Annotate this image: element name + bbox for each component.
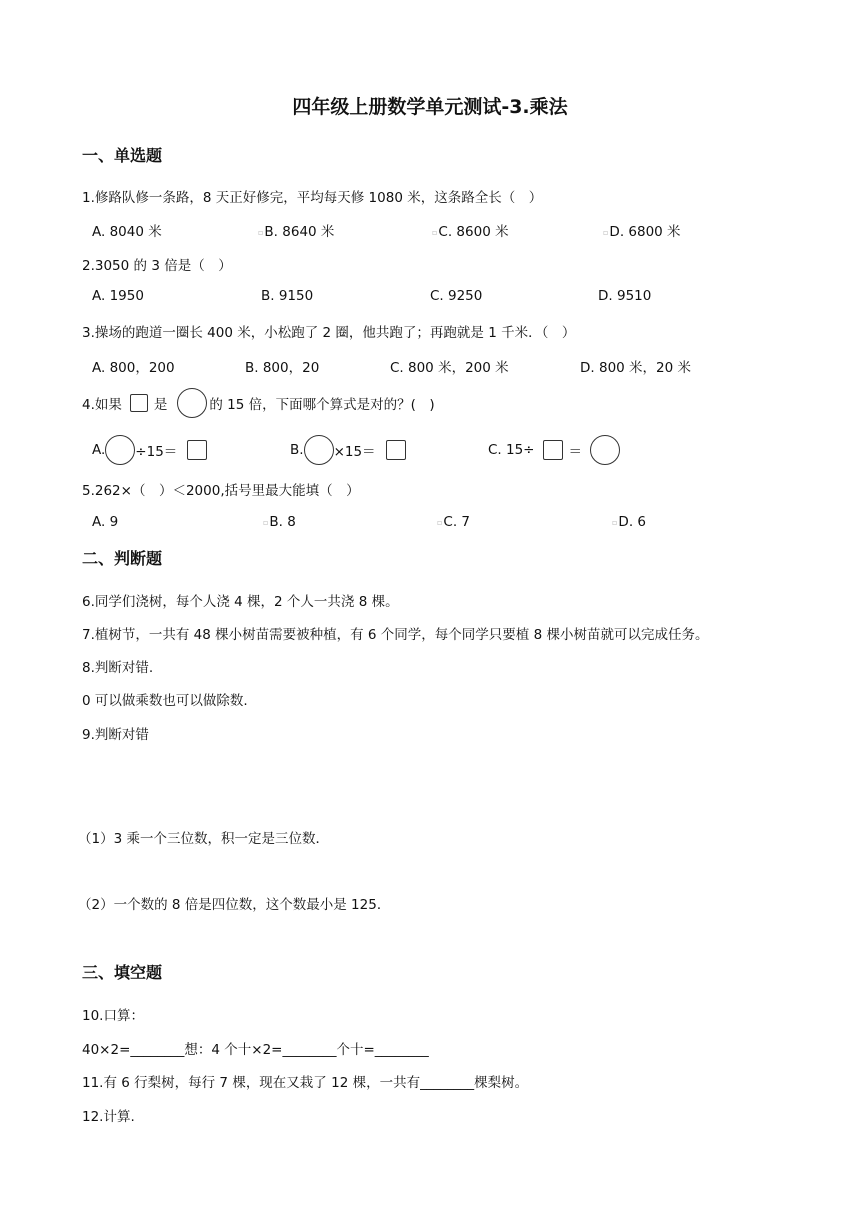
question-7: 7.植树节，一共有 48 棵小树苗需要被种植，有 6 个同学，每个同学只要植 8 棵小树苗就可以完成任务。 (82, 627, 709, 643)
question-8-statement: 0 可以做乘数也可以做除数. (82, 693, 248, 709)
q4-option-b[interactable]: B. ×15＝ (290, 434, 406, 466)
question-11: 11.有 6 行梨树，每行 7 棵，现在又栽了 12 棵，一共有________棵梨树。 (82, 1075, 529, 1091)
option-marker: ▫ (263, 518, 269, 527)
q4-prefix: 4.如果 (82, 397, 122, 413)
q1-option-c[interactable]: ▫C. 8600 米 (432, 224, 509, 240)
option-marker: ▫ (603, 228, 609, 237)
q1-option-d[interactable]: ▫D. 6800 米 (603, 224, 681, 240)
square-box-icon (386, 440, 406, 460)
q5-option-b[interactable]: ▫B. 8 (263, 514, 296, 530)
page-title: 四年级上册数学单元测试-3.乘法 (292, 96, 568, 118)
square-box-icon (543, 440, 563, 460)
q2-option-c[interactable]: C. 9250 (430, 288, 483, 304)
q3-option-c[interactable]: C. 800 米，200 米 (390, 360, 509, 376)
section-heading-single-choice: 一、单选题 (82, 146, 163, 165)
question-9-part-1: （1）3 乘一个三位数，积一定是三位数． (78, 831, 329, 847)
section-heading-true-false: 二、判断题 (82, 549, 163, 568)
q4-suffix: 的 15 倍，下面哪个算式是对的？( ) (209, 397, 435, 413)
square-box-icon (187, 440, 207, 460)
q4-option-c[interactable]: C. 15÷ ＝ (488, 434, 620, 466)
question-8: 8.判断对错. (82, 660, 154, 676)
question-3: 3.操场的跑道一圈长 400 米，小松跑了 2 圈，他共跑了；再跑就是 1 千米．（ ） (82, 325, 576, 341)
question-6: 6.同学们浇树，每个人浇 4 棵，2 个人一共浇 8 棵。 (82, 594, 399, 610)
circle-icon (590, 435, 620, 465)
q5-option-d[interactable]: ▫D. 6 (612, 514, 646, 530)
q3-option-a[interactable]: A. 800，200 (92, 360, 175, 376)
q5-option-c[interactable]: ▫C. 7 (437, 514, 471, 530)
section-heading-fill-blank: 三、填空题 (82, 963, 163, 982)
question-10-line: 40×2=________想：4 个十×2=________个十=________ (82, 1042, 429, 1058)
option-marker: ▫ (437, 518, 443, 527)
q2-option-a[interactable]: A. 1950 (92, 288, 144, 304)
q4-mid: 是 (153, 397, 168, 413)
q1-option-a[interactable]: A. 8040 米 (92, 224, 162, 240)
q1-option-b[interactable]: ▫B. 8640 米 (258, 224, 335, 240)
option-marker: ▫ (258, 228, 264, 237)
question-5: 5.262×（ ）＜2000,括号里最大能填（ ） (82, 483, 360, 499)
q5-option-a[interactable]: A. 9 (92, 514, 119, 530)
q3-option-b[interactable]: B. 800，20 (245, 360, 320, 376)
question-9-part-2: （2）一个数的 8 倍是四位数，这个数最小是 125． (78, 897, 391, 913)
q3-option-d[interactable]: D. 800 米，20 米 (580, 360, 692, 376)
question-12: 12.计算. (82, 1109, 135, 1125)
circle-icon (105, 435, 135, 465)
circle-icon (177, 388, 207, 418)
option-marker: ▫ (612, 518, 618, 527)
question-10: 10.口算： (82, 1008, 144, 1024)
question-2: 2.3050 的 3 倍是（ ） (82, 258, 232, 274)
question-1: 1.修路队修一条路，8 天正好修完，平均每天修 1080 米，这条路全长（ ） (82, 190, 543, 206)
option-marker: ▫ (432, 228, 438, 237)
q4-option-a[interactable]: A. ÷15＝ (92, 434, 207, 466)
q2-option-b[interactable]: B. 9150 (261, 288, 314, 304)
square-box-icon (130, 394, 148, 412)
question-4 (82, 388, 435, 418)
question-9: 9.判断对错 (82, 727, 149, 743)
q2-option-d[interactable]: D. 9510 (598, 288, 652, 304)
circle-icon (304, 435, 334, 465)
